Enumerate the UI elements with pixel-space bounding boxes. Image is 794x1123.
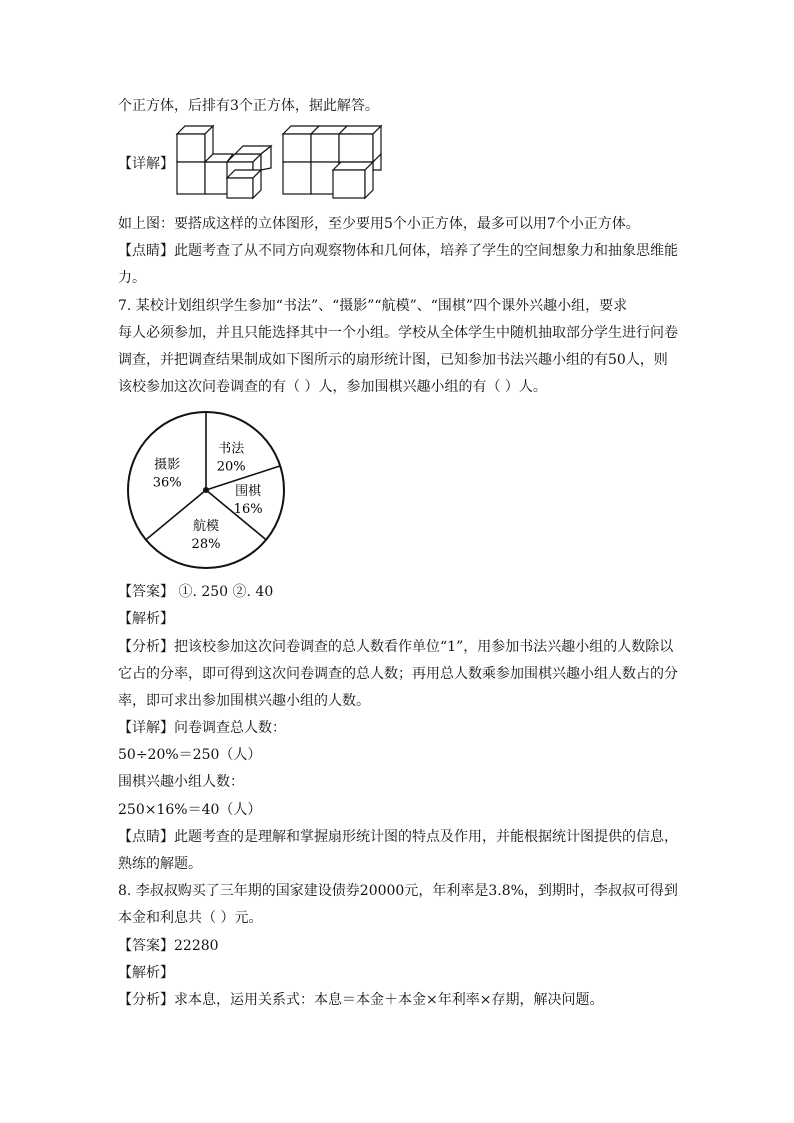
pie-label-name: 书法 [218,441,245,457]
q8-analysis-tag: 【解析】 [118,965,174,981]
pie-label-name: 摄影 [154,457,181,473]
q7-analysis-2: 它占的分率，即可得到这次问卷调查的总人数；再用总人数乘参加围棋兴趣小组人数占的分 [118,666,678,682]
q7-text-4: 该校参加这次问卷调查的有（ ）人，参加围棋兴趣小组的有（ ）人。 [118,379,547,395]
q7-answer: 【答案】 ①. 250 ②. 40 [118,584,274,600]
pie-label-value: 28% [191,536,221,552]
q6-comment-2: 力。 [118,270,146,286]
pie-label-value: 36% [152,475,182,491]
pie-center-dot [203,487,209,493]
q8-text-2: 本金和利息共（ ）元。 [118,910,263,926]
q6-conclusion: 如上图：要搭成这样的立体图形，至少要用5个小正方体，最多可以用7个小正方体。 [118,216,640,232]
cube-front-face [177,134,205,162]
q7-text-3: 调查，并把调查结果制成如下图所示的扇形统计图，已知参加书法兴趣小组的有50人，则 [118,352,668,368]
q7-detail-3: 围棋兴趣小组人数： [118,774,244,790]
q8-analysis-1: 【分析】求本息，运用关系式：本息＝本金＋本金×年利率×存期，解决问题。 [118,992,604,1008]
q7-text-2: 每人必须参加，并且只能选择其中一个小组。学校从全体学生中随机抽取部分学生进行问卷 [118,325,678,341]
q6-detail-tag: 【详解】 [118,156,174,172]
q6-line-top: 个正方体，后排有3个正方体，据此解答。 [118,98,379,114]
q7-detail-4: 250×16%＝40（人） [118,802,262,818]
q7-comment-2: 熟练的解题。 [118,856,202,872]
q7-analysis-1: 【分析】把该校参加这次问卷调查的总人数看作单位“1”，用参加书法兴趣小组的人数除以 [118,639,674,655]
q8-text-1: 8. 李叔叔购买了三年期的国家建设债券20000元，年利率是3.8%，到期时，李叔叔可得到 [118,883,678,899]
pie-label-value: 20% [216,459,246,475]
q7-text-1: 7. 某校计划组织学生参加“书法”、“摄影”“航模”、“围棋”四个课外兴趣小组，要求 [118,298,628,314]
q7-analysis-tag: 【解析】 [118,611,174,627]
pie-label-value: 16% [233,502,263,518]
q7-detail-2: 50÷20%＝250（人） [118,747,262,763]
pie-label-name: 围棋 [235,484,262,500]
pie-label-name: 航模 [192,518,220,534]
pie-chart [124,408,288,572]
q7-analysis-3: 率，即可求出参加围棋兴趣小组的人数。 [118,693,370,709]
cube-figure [175,124,390,200]
q7-detail-1: 【详解】问卷调查总人数： [118,720,286,736]
q7-comment-1: 【点睛】此题考查的是理解和掌握扇形统计图的特点及作用，并能根据统计图提供的信息， [118,829,678,845]
q8-answer: 【答案】22280 [118,938,219,954]
q6-comment-1: 【点睛】此题考查了从不同方向观察物体和几何体，培养了学生的空间想象力和抽象思维能 [118,243,678,259]
